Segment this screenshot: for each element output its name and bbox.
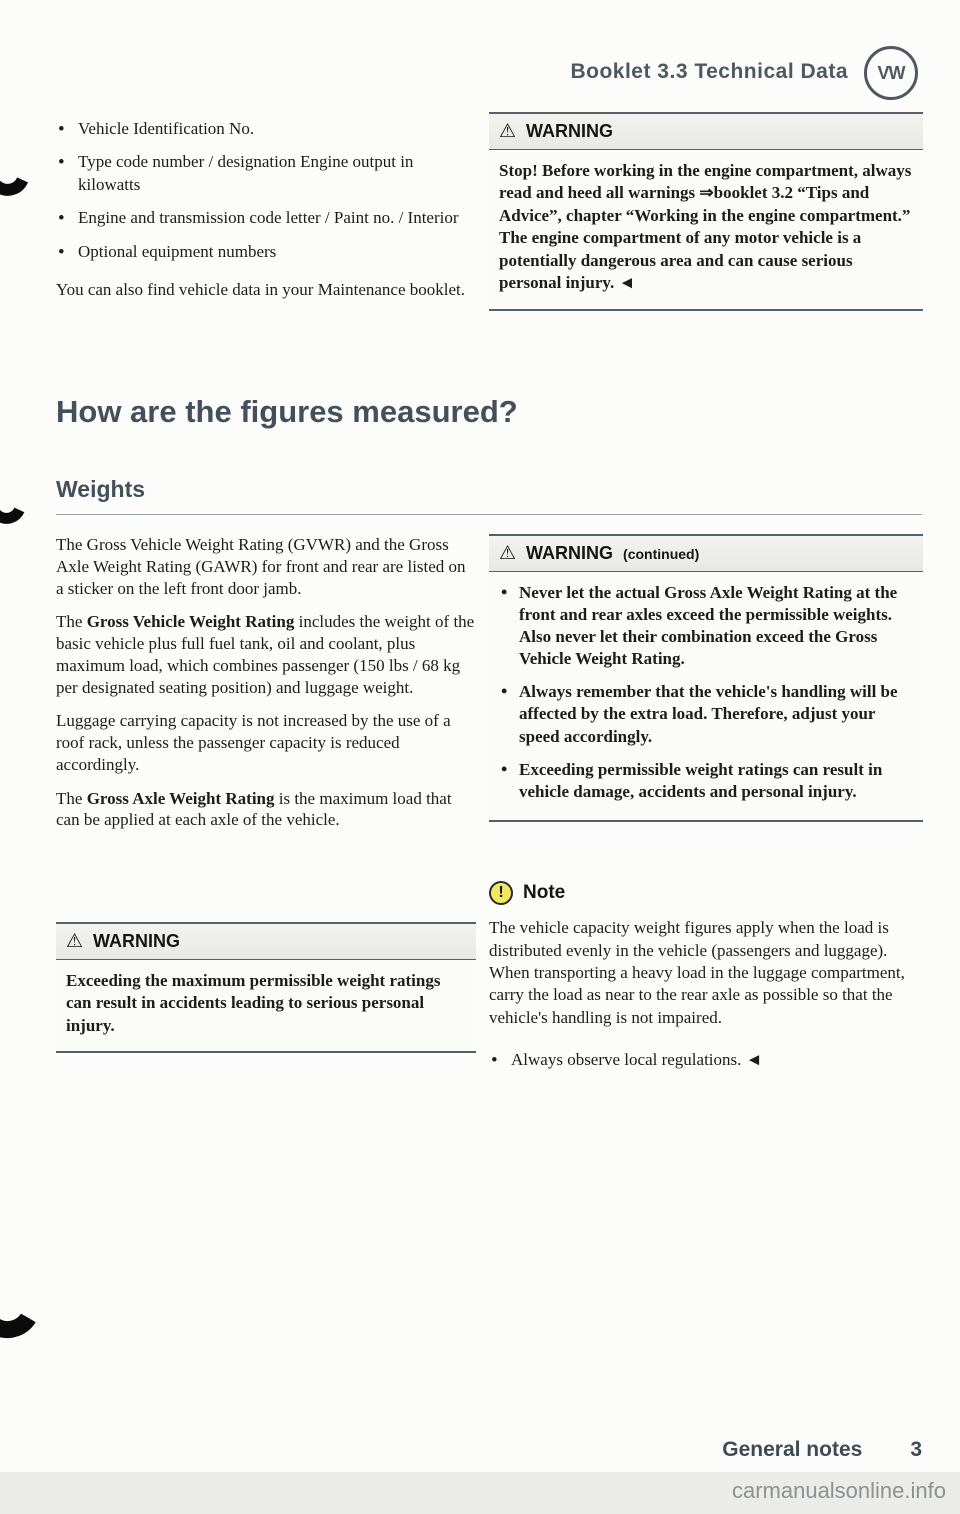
vw-logo-icon xyxy=(864,46,918,100)
text-segment: The xyxy=(56,788,87,808)
page-footer xyxy=(56,1438,922,1462)
page-curl-mark xyxy=(0,476,32,529)
text-segment-bold: Gross Axle Weight Rating xyxy=(86,788,275,808)
warning-triangle-icon: ⚠ xyxy=(499,542,517,564)
note-closing-bullet: • Always observe local regulations. ◄ xyxy=(489,1049,923,1071)
warning-continued-suffix: (continued) xyxy=(623,545,700,562)
text-segment: includes the weight of the basic vehicle plus full fuel tank, oil and coolant, plus maximum load, which combines passenger (150 lbs / 68 kg per designated seating position) and luggage weight. xyxy=(56,612,475,697)
page-title: How are the figures measured? xyxy=(56,394,518,429)
warning-text: Exceeding the maximum permissible weight ratings can result in accidents leading to serious personal injury. xyxy=(66,971,441,1035)
warning-box-continued xyxy=(489,534,923,822)
vehicle-data-list xyxy=(56,118,476,263)
warning-bullet: • Always remember that the vehicle's handling will be affected by the extra load. Therefore, adjust your speed accordingly. xyxy=(499,681,913,747)
warning-box-weight-ratings xyxy=(56,922,476,1053)
text-segment: The xyxy=(56,612,87,632)
warning-title-row xyxy=(489,114,923,150)
section-heading-weights: Weights xyxy=(56,476,146,502)
warning-text: Stop! Before working in the engine compartment, always read and heed all warnings ⇒booklet 3.2 “Tips and Advice”, chapter “Working in the engine compartment.” The engine compartment of any motor vehicle is a potentially dangerous area and can cause serious personal injury. ◄ xyxy=(499,161,912,293)
section-divider xyxy=(56,514,922,515)
warning-title-row xyxy=(56,924,476,960)
vw-logo-text: VW xyxy=(877,62,905,83)
list-item: • Optional equipment numbers xyxy=(56,241,476,263)
list-item: • Vehicle Identification No. xyxy=(56,118,476,140)
vehicle-data-intro xyxy=(56,118,476,302)
warning-triangle-icon: ⚠ xyxy=(66,930,84,952)
warning-title: WARNING xyxy=(526,543,614,563)
page-curl-mark xyxy=(0,142,37,203)
note-exclamation-icon: ! xyxy=(489,881,513,905)
list-item: • Engine and transmission code letter / Paint no. / Interior xyxy=(56,207,476,229)
footer-page-number: 3 xyxy=(910,1438,922,1461)
weights-paragraph-gvwr-definition xyxy=(56,611,476,698)
warning-title: WARNING xyxy=(93,931,181,951)
warning-title: WARNING xyxy=(526,121,614,141)
warning-triangle-icon: ⚠ xyxy=(499,120,517,142)
text-segment-bold: Gross Vehicle Weight Rating xyxy=(86,612,295,632)
list-item: • Type code number / designation Engine output in kilowatts xyxy=(56,151,476,196)
note-block xyxy=(489,880,923,1072)
warning-bullet: • Never let the actual Gross Axle Weight Rating at the front and rear axles exceed the permissible weights. Also never let their combination exceed the Gross Vehicle Weight Rating. xyxy=(499,582,913,670)
booklet-header-title: Booklet 3.3 Technical Data xyxy=(570,60,848,83)
watermark-text: carmanualsonline.info xyxy=(731,1478,946,1503)
warning-box-engine-compartment xyxy=(489,112,923,311)
page-curl-mark xyxy=(0,1269,47,1345)
footer-section-label: General notes xyxy=(722,1438,863,1461)
warning-title-row xyxy=(489,536,923,572)
weights-paragraph-luggage-capacity: Luggage carrying capacity is not increased by the use of a roof rack, unless the passenger capacity is reduced accordingly. xyxy=(56,711,451,774)
note-title: Note xyxy=(523,882,566,903)
warning-bullet: • Exceeding permissible weight ratings can result in vehicle damage, accidents and personal injury. xyxy=(499,759,913,803)
maintenance-booklet-note: You can also find vehicle data in your Maintenance booklet. xyxy=(56,280,465,300)
weights-body-text xyxy=(56,534,476,843)
warning-bullet-list xyxy=(489,572,923,820)
text-segment: is the maximum load that can be applied at each axle of the vehicle. xyxy=(56,788,452,830)
note-title-row xyxy=(489,880,923,905)
weights-paragraph-gawr-definition xyxy=(56,788,476,832)
note-text: The vehicle capacity weight figures apply when the load is distributed evenly in the vehicle (passengers and luggage). When transporting a heavy load in the luggage compartment, carry the load as near to the rear axle as possible so that the vehicle's handling is not impaired. xyxy=(489,918,905,1027)
weights-paragraph-gvwr-sticker: The Gross Vehicle Weight Rating (GVWR) and the Gross Axle Weight Rating (GAWR) for front and rear are listed on a sticker on the left front door jamb. xyxy=(56,535,466,598)
